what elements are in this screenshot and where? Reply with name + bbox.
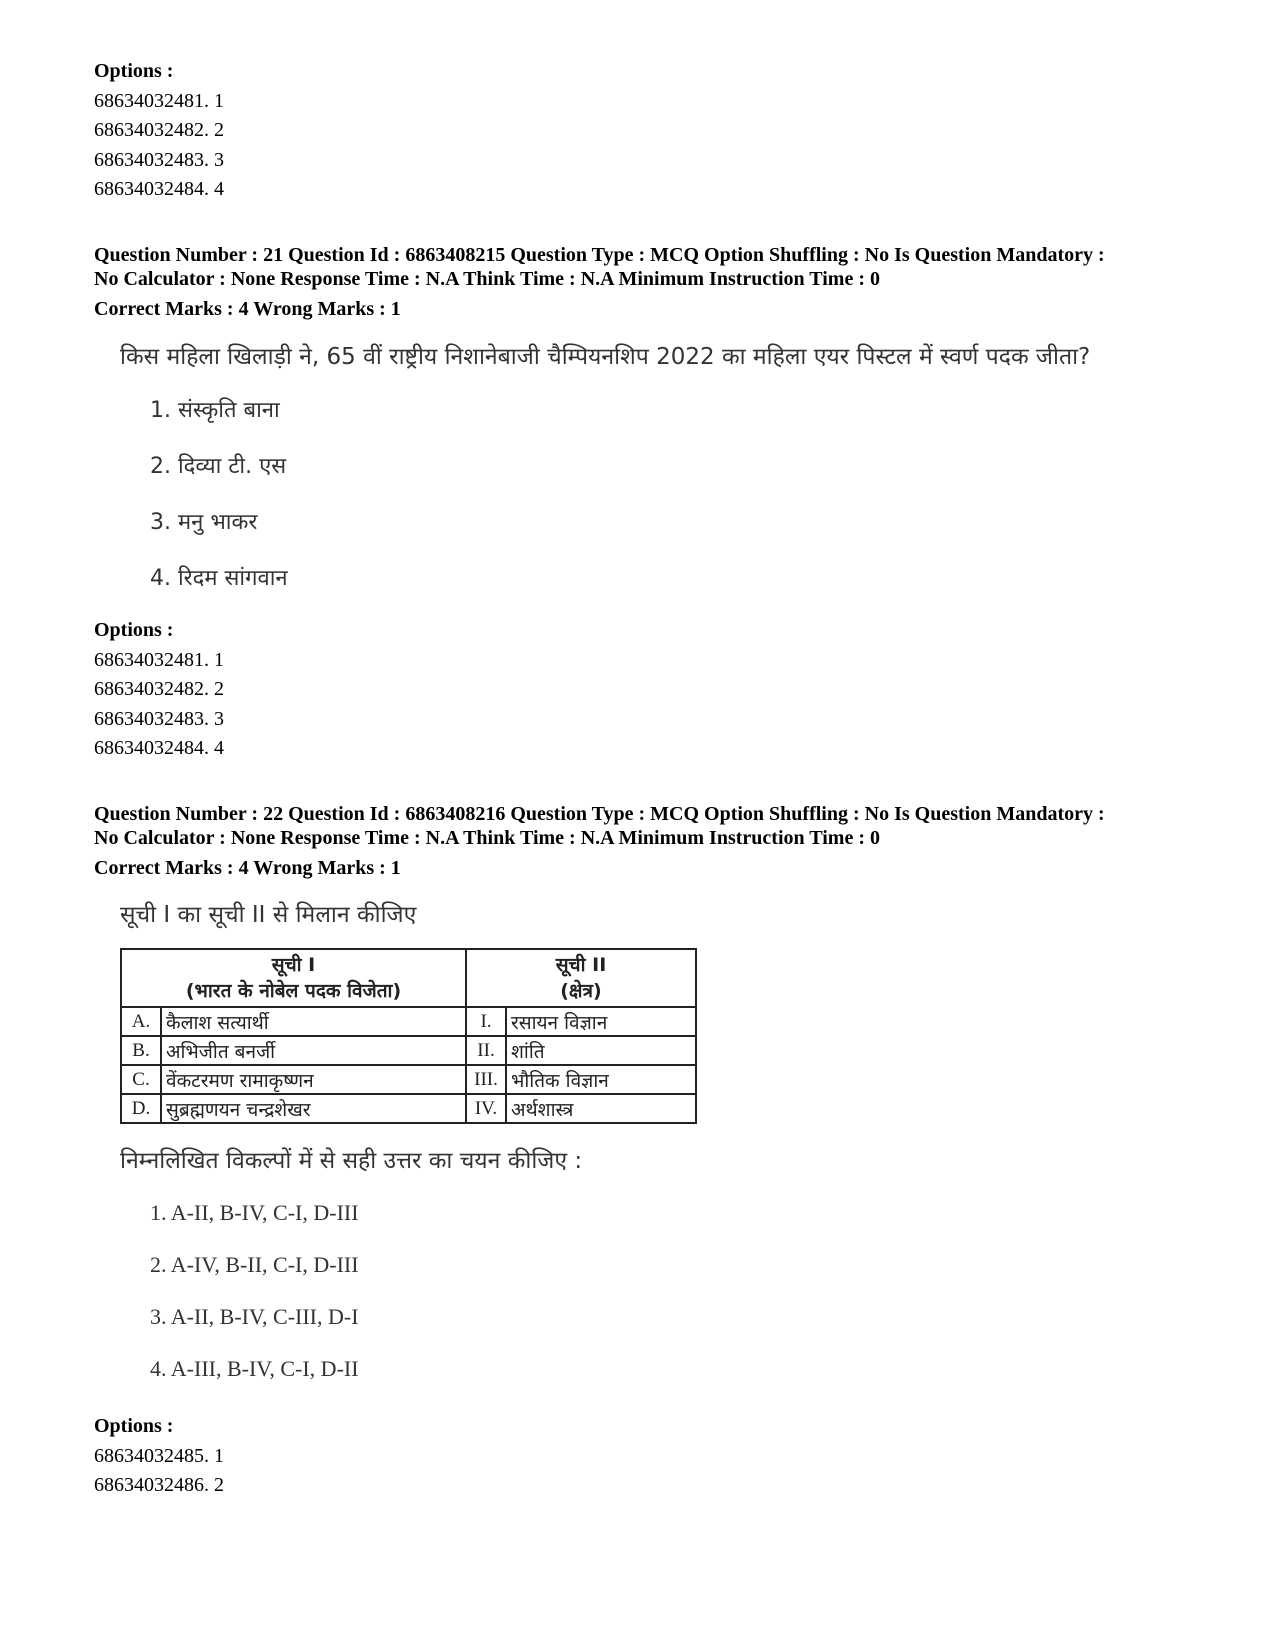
row-key: III. xyxy=(466,1065,506,1094)
row-key: IV. xyxy=(466,1094,506,1123)
q21-marks: Correct Marks : 4 Wrong Marks : 1 xyxy=(94,298,401,320)
match-table xyxy=(120,948,697,1124)
q21-choice: 4. रिदम सांगवान xyxy=(150,566,288,591)
q21-options-block xyxy=(94,616,1194,764)
q22-meta-line2: No Calculator : None Response Time : N.A Think Time : N.A Minimum Instruction Time : 0 xyxy=(94,827,880,849)
row-key: C. xyxy=(121,1065,161,1094)
option-item: 68634032481. 1 xyxy=(94,648,224,671)
q22-choice: 3. A-II, B-IV, C-III, D-I xyxy=(150,1304,359,1329)
options-label: Options : xyxy=(94,60,174,82)
row-value: शांति xyxy=(506,1036,696,1065)
table-row xyxy=(121,1007,696,1036)
row-key: II. xyxy=(466,1036,506,1065)
list-1-header xyxy=(121,949,466,1007)
q22-question-text: सूची I का सूची II से मिलान कीजिए xyxy=(120,902,417,928)
q22-choice: 2. A-IV, B-II, C-I, D-III xyxy=(150,1252,359,1277)
options-label: Options : xyxy=(94,1415,174,1437)
q21-choice: 3. मनु भाकर xyxy=(150,510,258,535)
option-item: 68634032484. 4 xyxy=(94,737,224,759)
row-key: B. xyxy=(121,1036,161,1065)
q21-meta xyxy=(94,243,1194,321)
q22-meta-line1: Question Number : 22 Question Id : 6863408216 Question Type : MCQ Option Shuffling : No Is Question Mandatory : xyxy=(94,803,1105,825)
match-table-header xyxy=(121,949,696,1007)
q22-question-image xyxy=(120,900,697,1384)
q21-choice: 1. संस्कृति बाना xyxy=(150,398,280,423)
list-1-title: सूची I xyxy=(271,954,316,976)
q22-choice: 1. A-II, B-IV, C-I, D-III xyxy=(150,1200,359,1225)
row-value: अभिजीत बनर्जी xyxy=(161,1036,466,1065)
option-item: 68634032481. 1 xyxy=(94,89,224,112)
q21-question-text: किस महिला खिलाड़ी ने, 65 वीं राष्ट्रीय निशानेबाजी चैम्पियनशिप 2022 का महिला एयर पिस्टल में स्वर्ण पदक जीता? xyxy=(120,344,1091,370)
option-item: 68634032486. 2 xyxy=(94,1474,224,1496)
row-value: सुब्रह्मणयन चन्द्रशेखर xyxy=(161,1094,466,1123)
row-value: अर्थशास्त्र xyxy=(506,1094,696,1123)
option-item: 68634032483. 3 xyxy=(94,707,224,730)
q22-meta xyxy=(94,802,1194,880)
q22-choice: 4. A-III, B-IV, C-I, D-II xyxy=(150,1356,359,1381)
q22-marks: Correct Marks : 4 Wrong Marks : 1 xyxy=(94,857,401,879)
q22-instruction: निम्नलिखित विकल्पों में से सही उत्तर का चयन कीजिए : xyxy=(120,1148,583,1174)
option-item: 68634032483. 3 xyxy=(94,148,224,171)
list-2-subtitle: (क्षेत्र) xyxy=(560,980,602,1002)
row-value: कैलाश सत्यार्थी xyxy=(161,1007,466,1036)
row-key: I. xyxy=(466,1007,506,1036)
option-item: 68634032482. 2 xyxy=(94,678,224,700)
q21-meta-line1: Question Number : 21 Question Id : 6863408215 Question Type : MCQ Option Shuffling : No Is Question Mandatory : xyxy=(94,244,1105,266)
row-value: रसायन विज्ञान xyxy=(506,1007,696,1036)
options-label: Options : xyxy=(94,619,174,641)
option-item: 68634032484. 4 xyxy=(94,178,224,200)
top-options-block xyxy=(94,57,1194,205)
row-key: A. xyxy=(121,1007,161,1036)
row-key: D. xyxy=(121,1094,161,1123)
table-row xyxy=(121,1065,696,1094)
list-2-header xyxy=(466,949,696,1007)
table-row xyxy=(121,1036,696,1065)
q21-question-image xyxy=(120,342,1090,594)
table-row xyxy=(121,1094,696,1123)
row-value: भौतिक विज्ञान xyxy=(506,1065,696,1094)
q22-options-block xyxy=(94,1412,1194,1501)
list-1-subtitle: (भारत के नोबेल पदक विजेता) xyxy=(185,980,402,1002)
row-value: वेंकटरमण रामाकृष्णन xyxy=(161,1065,466,1094)
q21-meta-line2: No Calculator : None Response Time : N.A Think Time : N.A Minimum Instruction Time : 0 xyxy=(94,268,880,290)
option-item: 68634032485. 1 xyxy=(94,1444,224,1467)
list-2-title: सूची II xyxy=(555,954,607,976)
q21-choice: 2. दिव्या टी. एस xyxy=(150,454,287,479)
option-item: 68634032482. 2 xyxy=(94,119,224,141)
